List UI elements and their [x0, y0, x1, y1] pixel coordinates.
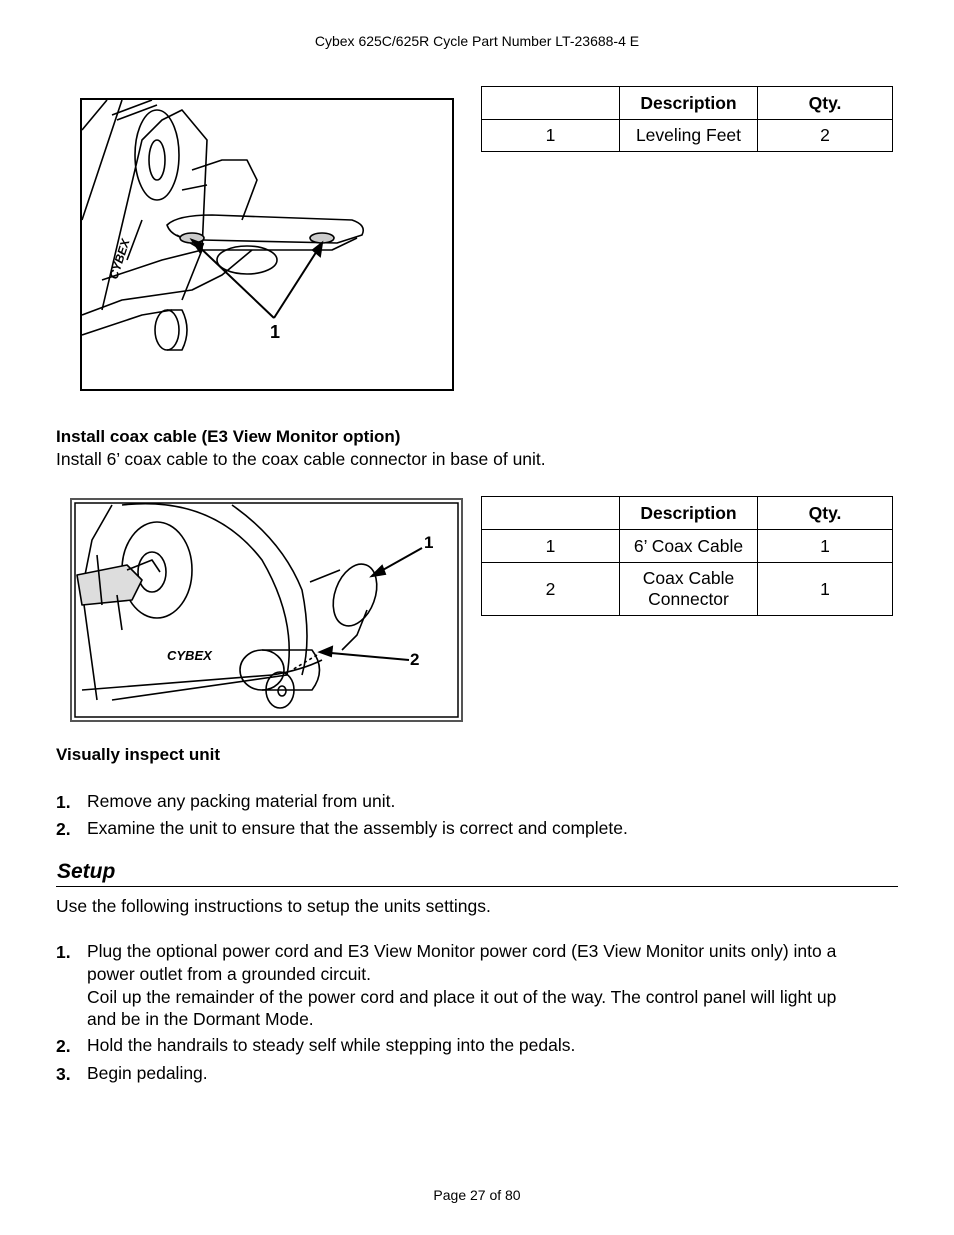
- cybex-logo: CYBEX: [167, 648, 212, 663]
- table2-row2-qty: 1: [758, 563, 893, 616]
- setup-item3-num: 3.: [56, 1064, 71, 1084]
- inspect-item2-num: 2.: [56, 819, 71, 839]
- figure2-callout-1: 1: [424, 533, 434, 552]
- leveling-feet-parts-table: [481, 86, 893, 152]
- table1-row1-qty: 2: [758, 120, 893, 152]
- page-footer: Page 27 of 80: [433, 1187, 521, 1203]
- table2-col-qty: Qty.: [758, 497, 893, 530]
- setup-item1-line2: power outlet from a grounded circuit.: [87, 964, 372, 984]
- figure2-callout-2: 2: [410, 650, 420, 669]
- table2-row2-desc-line1: Coax Cable: [642, 568, 735, 588]
- table1-col-description: Description: [620, 87, 758, 120]
- table2-row2-desc: [620, 563, 758, 616]
- svg-text:CYBEX: CYBEX: [106, 237, 133, 281]
- leveling-feet-illustration: [82, 100, 452, 389]
- table2-row2-desc-line2: Connector: [648, 589, 729, 609]
- inspect-item1-num: 1.: [56, 792, 71, 812]
- coax-cable-illustration: [72, 500, 461, 720]
- setup-item2-text: Hold the handrails to steady self while stepping into the pedals.: [87, 1035, 576, 1055]
- table2-row1-qty: 1: [758, 530, 893, 563]
- setup-rule: [56, 886, 898, 887]
- inspect-item1-text: Remove any packing material from unit.: [87, 791, 396, 811]
- table2-col-description: Description: [620, 497, 758, 530]
- setup-item3-text: Begin pedaling.: [87, 1063, 208, 1083]
- table1-col-qty: Qty.: [758, 87, 893, 120]
- inspect-item2-text: Examine the unit to ensure that the assembly is correct and complete.: [87, 818, 628, 838]
- figure1-callout-1: 1: [270, 322, 281, 342]
- coax-heading: Install coax cable (E3 View Monitor option): [56, 427, 401, 446]
- inspect-heading: Visually inspect unit: [56, 745, 221, 764]
- setup-item1-line1: Plug the optional power cord and E3 View Monitor power cord (E3 View Monitor units only) into a: [87, 941, 837, 961]
- table2-row1-desc: 6’ Coax Cable: [620, 530, 758, 563]
- setup-item1-line3: Coil up the remainder of the power cord and place it out of the way. The control panel will light up: [87, 987, 837, 1007]
- table-row: [482, 120, 893, 152]
- page-header: Cybex 625C/625R Cycle Part Number LT-23688-4 E: [314, 33, 640, 49]
- table-row: [482, 563, 893, 616]
- table1-row1-desc: Leveling Feet: [620, 120, 758, 152]
- table1-col-item: [482, 87, 620, 120]
- setup-item2-num: 2.: [56, 1036, 71, 1056]
- setup-title: Setup: [57, 860, 116, 883]
- table-row: [482, 530, 893, 563]
- setup-item1-line4: and be in the Dormant Mode.: [87, 1009, 314, 1029]
- table2-row1-num: 1: [482, 530, 620, 563]
- leveling-feet-figure: [80, 98, 454, 391]
- table2-col-item: [482, 497, 620, 530]
- table1-row1-num: 1: [482, 120, 620, 152]
- coax-cable-figure: [70, 498, 463, 722]
- coax-parts-table: [481, 496, 893, 616]
- setup-intro: Use the following instructions to setup the units settings.: [56, 896, 491, 916]
- setup-item1-num: 1.: [56, 942, 71, 962]
- table2-row2-num: 2: [482, 563, 620, 616]
- coax-text: Install 6’ coax cable to the coax cable connector in base of unit.: [56, 449, 546, 469]
